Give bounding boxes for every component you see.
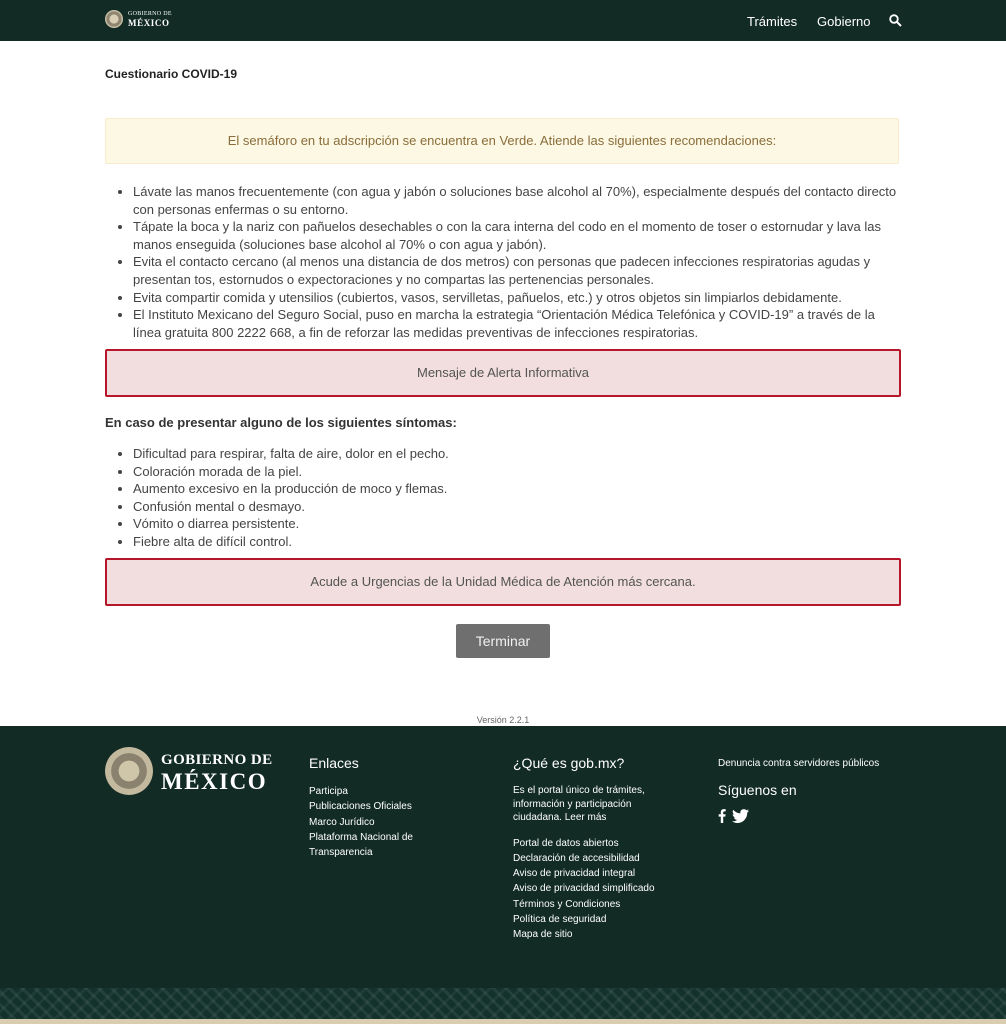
footer-links-title: Enlaces (309, 755, 359, 771)
nav-tramites[interactable]: Trámites (747, 14, 798, 29)
footer-link-seguridad[interactable]: Política de seguridad (513, 913, 607, 925)
gobierno-mexico-logo[interactable] (105, 10, 172, 28)
search-icon[interactable] (889, 14, 902, 27)
list-item: • Coloración morada de la piel. (133, 463, 905, 481)
footer-social-title: Síguenos en (718, 782, 797, 799)
list-item: • Tápate la boca y la nariz con pañuelos desechables o con la cara interna del codo en el momento de toser o estornudar y lava las manos enseguida (soluciones base alcohol al 70% o con agua y jabón). (133, 218, 905, 253)
list-item: • Dificultad para respirar, falta de aire, dolor en el pecho. (133, 445, 905, 463)
list-item: • Confusión mental o desmayo. (133, 498, 905, 516)
twitter-icon[interactable] (732, 809, 749, 823)
list-item: • Vómito o diarrea persistente. (133, 515, 905, 533)
footer-about-title: ¿Qué es gob.mx? (513, 755, 625, 771)
version-label: Versión 2.2.1 (476, 715, 530, 725)
footer-logo[interactable] (105, 747, 273, 795)
logo-line2: MÉXICO (128, 18, 170, 28)
footer-link-transparencia[interactable]: Plataforma Nacional de Transparencia (309, 831, 413, 859)
footer-logo-line1: GOBIERNO DE (161, 752, 273, 768)
coat-of-arms-icon (105, 10, 123, 28)
finish-button[interactable]: Terminar (456, 624, 550, 658)
footer (0, 726, 1006, 988)
logo-line1: GOBIERNO DE (128, 11, 172, 17)
top-navbar (0, 0, 1006, 41)
list-item: • Evita el contacto cercano (al menos una distancia de dos metros) con personas que padecen infecciones respiratorias agudas y presentan tos, estornudos o expectoraciones y no compartas las pertenencias personales. (133, 253, 905, 288)
nav-gobierno[interactable]: Gobierno (817, 14, 871, 29)
page-title: Cuestionario COVID-19 (105, 67, 238, 81)
urgencias-alert: Acude a Urgencias de la Unidad Médica de Atención más cercana. (105, 558, 901, 606)
list-item: • Lávate las manos frecuentemente (con agua y jabón o soluciones base alcohol al 70%), especialmente después del contacto directo con personas enfermas o su entorno. (133, 183, 905, 218)
list-item: • El Instituto Mexicano del Seguro Social, puso en marcha la estrategia “Orientación Médica Telefónica y COVID-19” a través de la línea gratuita 800 2222 668, a fin de reforzar las medidas preventivas de infecciones respiratorias. (133, 306, 905, 341)
semaforo-alert: El semáforo en tu adscripción se encuentra en Verde. Atiende las siguientes recomendaciones: (105, 118, 899, 164)
info-alert: Mensaje de Alerta Informativa (105, 349, 901, 397)
footer-link-denuncia[interactable]: Denuncia contra servidores públicos (718, 758, 880, 769)
list-item: • Fiebre alta de difícil control. (133, 533, 905, 551)
footer-social-column (718, 756, 918, 823)
footer-link-datos-abiertos[interactable]: Portal de datos abiertos (513, 837, 619, 849)
recommendations-list (105, 183, 905, 341)
symptoms-heading: En caso de presentar alguno de los siguientes síntomas: (105, 415, 457, 430)
footer-link-mapa-sitio[interactable]: Mapa de sitio (513, 929, 573, 941)
footer-link-participa[interactable]: Participa (309, 786, 348, 797)
footer-link-marco-juridico[interactable]: Marco Jurídico (309, 816, 375, 828)
coat-of-arms-icon (105, 747, 153, 795)
symptoms-list (105, 445, 905, 550)
footer-link-terminos[interactable]: Términos y Condiciones (513, 898, 621, 910)
footer-decorative-pattern (0, 988, 1006, 1019)
footer-links-column (309, 754, 459, 860)
footer-about-column (513, 754, 678, 943)
list-item: • Evita compartir comida y utensilios (cubiertos, vasos, servilletas, pañuelos, etc.) y otros objetos sin limpiarlos debidamente. (133, 289, 905, 307)
facebook-icon[interactable] (718, 809, 726, 823)
list-item: • Aumento excesivo en la producción de moco y flemas. (133, 480, 905, 498)
footer-link-privacidad-simplificado[interactable]: Aviso de privacidad simplificado (513, 883, 655, 895)
footer-link-privacidad-integral[interactable]: Aviso de privacidad integral (513, 868, 636, 880)
footer-logo-line2: MÉXICO (161, 769, 268, 794)
footer-link-accesibilidad[interactable]: Declaración de accesibilidad (513, 852, 640, 864)
footer-link-publicaciones[interactable]: Publicaciones Oficiales (309, 801, 412, 813)
footer-stripe (0, 1019, 1006, 1024)
footer-about-text: Es el portal único de trámites, información y participación ciudadana. Leer más (513, 785, 645, 823)
